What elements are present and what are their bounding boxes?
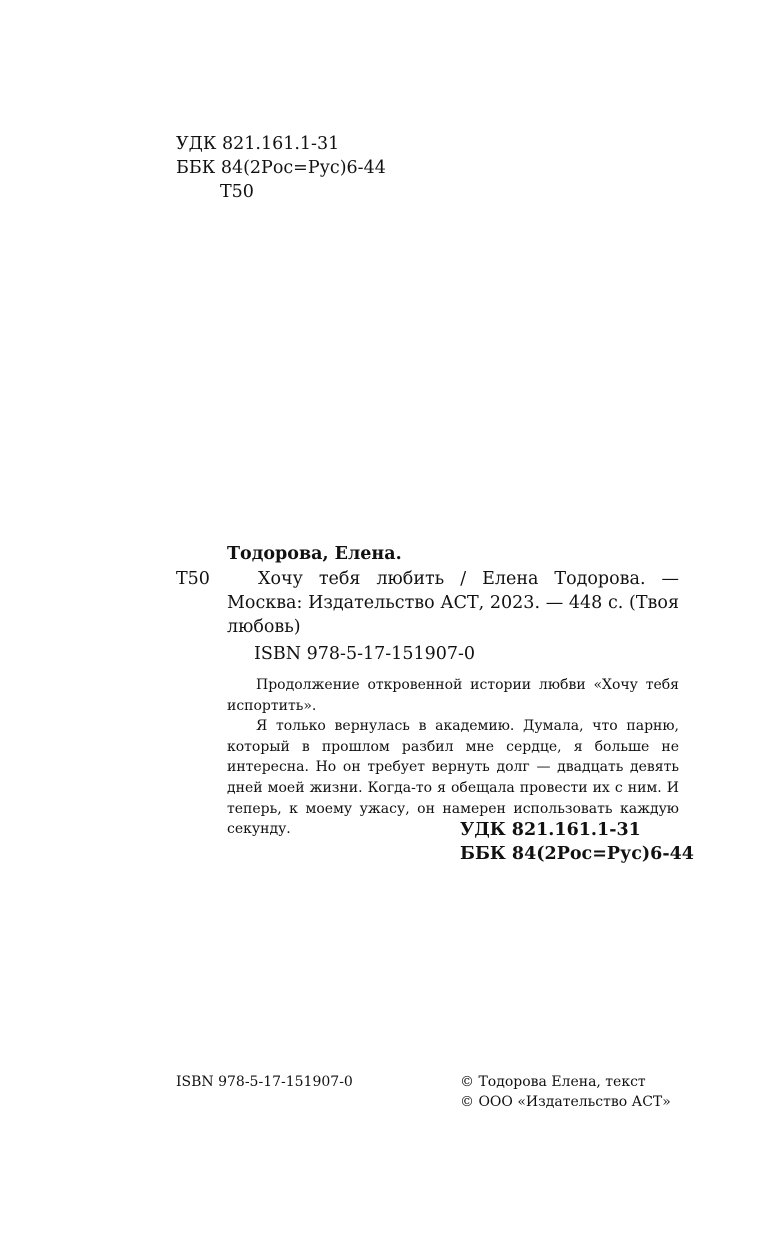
udk-code-bold: УДК 821.161.1-31 xyxy=(460,820,641,840)
annotation-paragraph: Я только вернулась в академию. Думала, что парню, который в прошлом разбил мне сердце, я больше не интересна. Но он требует вернуть долг — двадцать девять дней моей жизни. Когда-то я обещала провести их с ним. И теперь, к моему ужасу, он намерен использовать каждую секунду. xyxy=(227,718,679,838)
bibliographic-description: Хочу тебя любить / Елена Тодорова. — Москва: Издательство АСТ, 2023. — 448 с. (Твоя любовь) xyxy=(227,569,679,637)
annotation-paragraph: Продолжение откровенной истории любви «Хочу тебя испортить». xyxy=(227,677,679,714)
author-heading: Тодорова, Елена. xyxy=(227,544,402,564)
classification-codes-bottom xyxy=(460,818,694,866)
bbk-code: ББК 84(2Рос=Рус)6-44 xyxy=(176,158,386,178)
copyright-publisher: © ООО «Издательство АСТ» xyxy=(460,1094,671,1110)
isbn-entry: ISBN 978-5-17-151907-0 xyxy=(254,644,476,664)
author-sign: Т50 xyxy=(220,182,254,202)
copyright-author: © Тодорова Елена, текст xyxy=(460,1074,646,1090)
author-sign-margin: Т50 xyxy=(176,569,210,589)
isbn-footer: ISBN 978-5-17-151907-0 xyxy=(176,1074,353,1090)
classification-codes-top xyxy=(176,132,386,204)
bbk-code-bold: ББК 84(2Рос=Рус)6-44 xyxy=(460,844,694,864)
annotation xyxy=(227,675,679,840)
udk-code: УДК 821.161.1-31 xyxy=(176,134,340,154)
copyright-block xyxy=(460,1072,671,1112)
